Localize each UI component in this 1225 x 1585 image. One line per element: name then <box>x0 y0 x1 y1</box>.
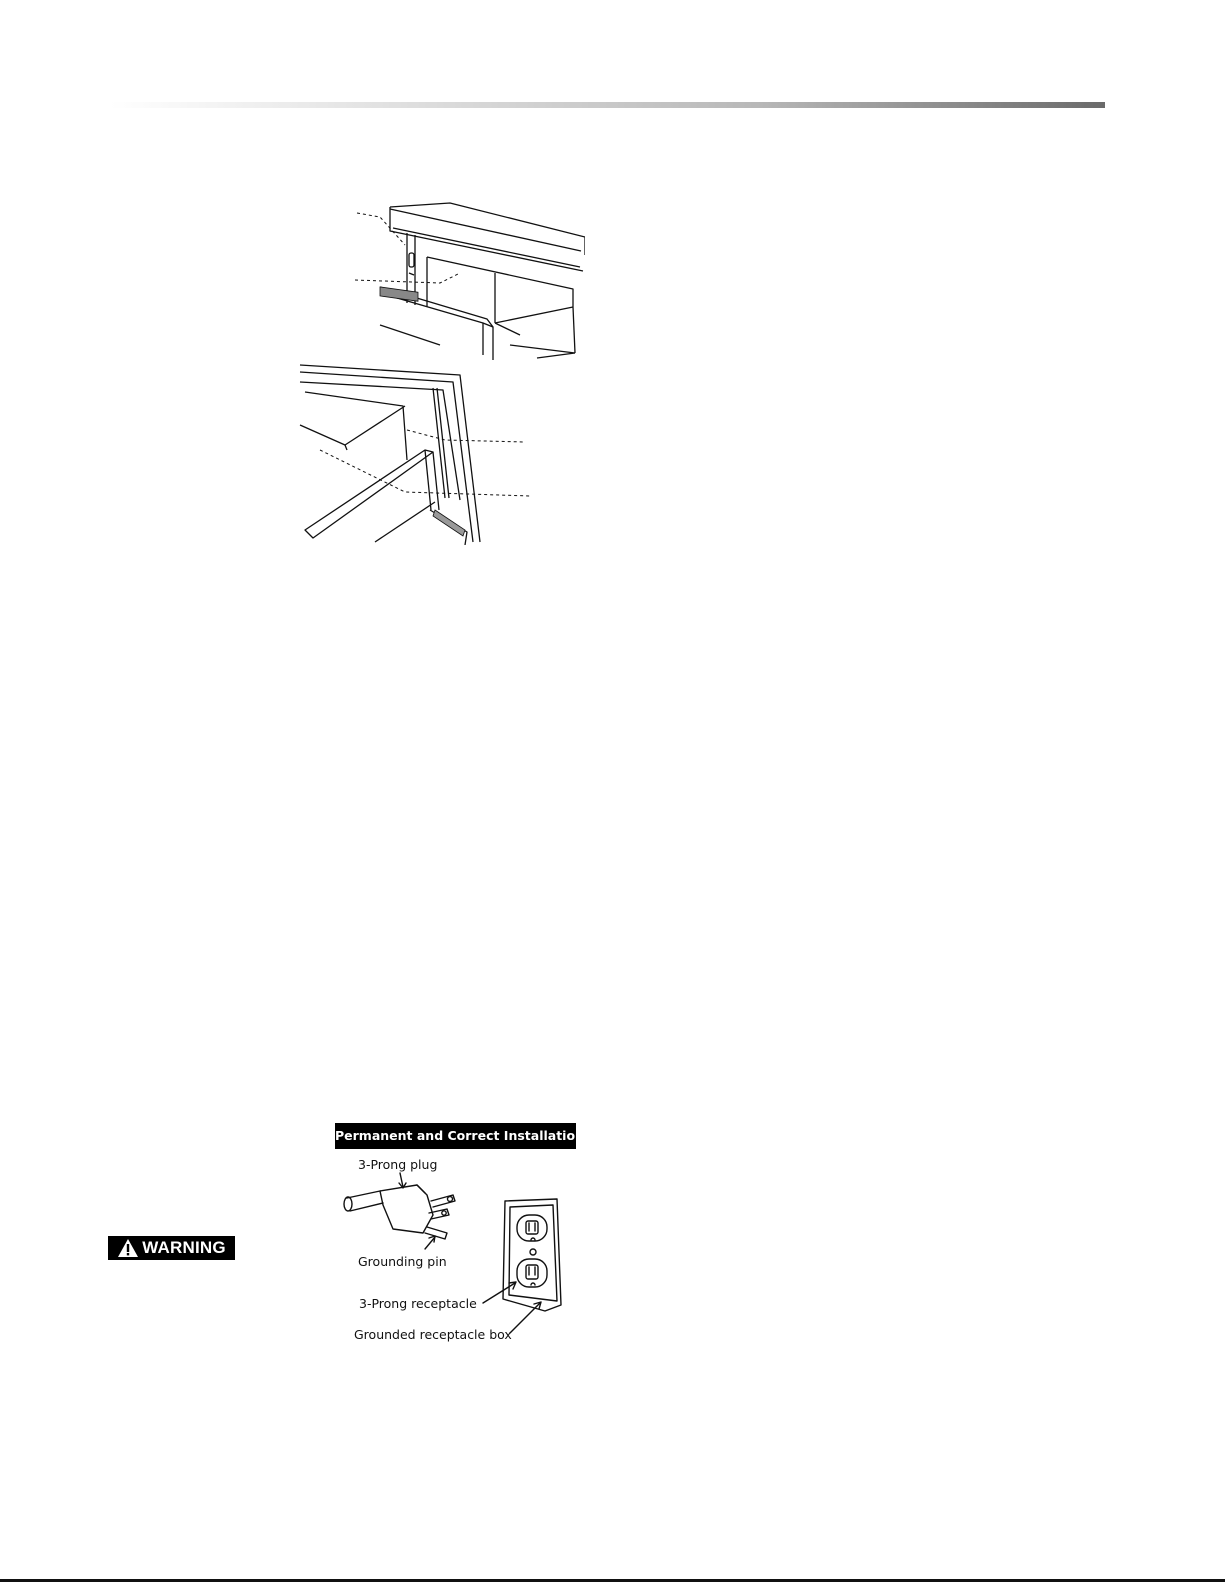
header-gradient-rule <box>110 102 1105 108</box>
warning-triangle-icon <box>117 1238 139 1258</box>
warning-badge <box>108 1236 235 1260</box>
callout-receptacle: 3-Prong receptacle <box>359 1296 477 1311</box>
footer-rule <box>0 1579 1225 1582</box>
drawer-slide-rail-illustration <box>345 195 585 367</box>
callout-receptacle-box: Grounded receptacle box <box>354 1327 512 1342</box>
figure-banner: Permanent and Correct Installation <box>335 1123 576 1149</box>
drawer-front-mounting-illustration <box>295 360 535 545</box>
warning-label: WARNING <box>142 1238 226 1257</box>
callout-grounding-pin: Grounding pin <box>358 1254 447 1269</box>
callout-plug: 3-Prong plug <box>358 1157 438 1172</box>
grounding-plug-figure <box>335 1123 584 1348</box>
